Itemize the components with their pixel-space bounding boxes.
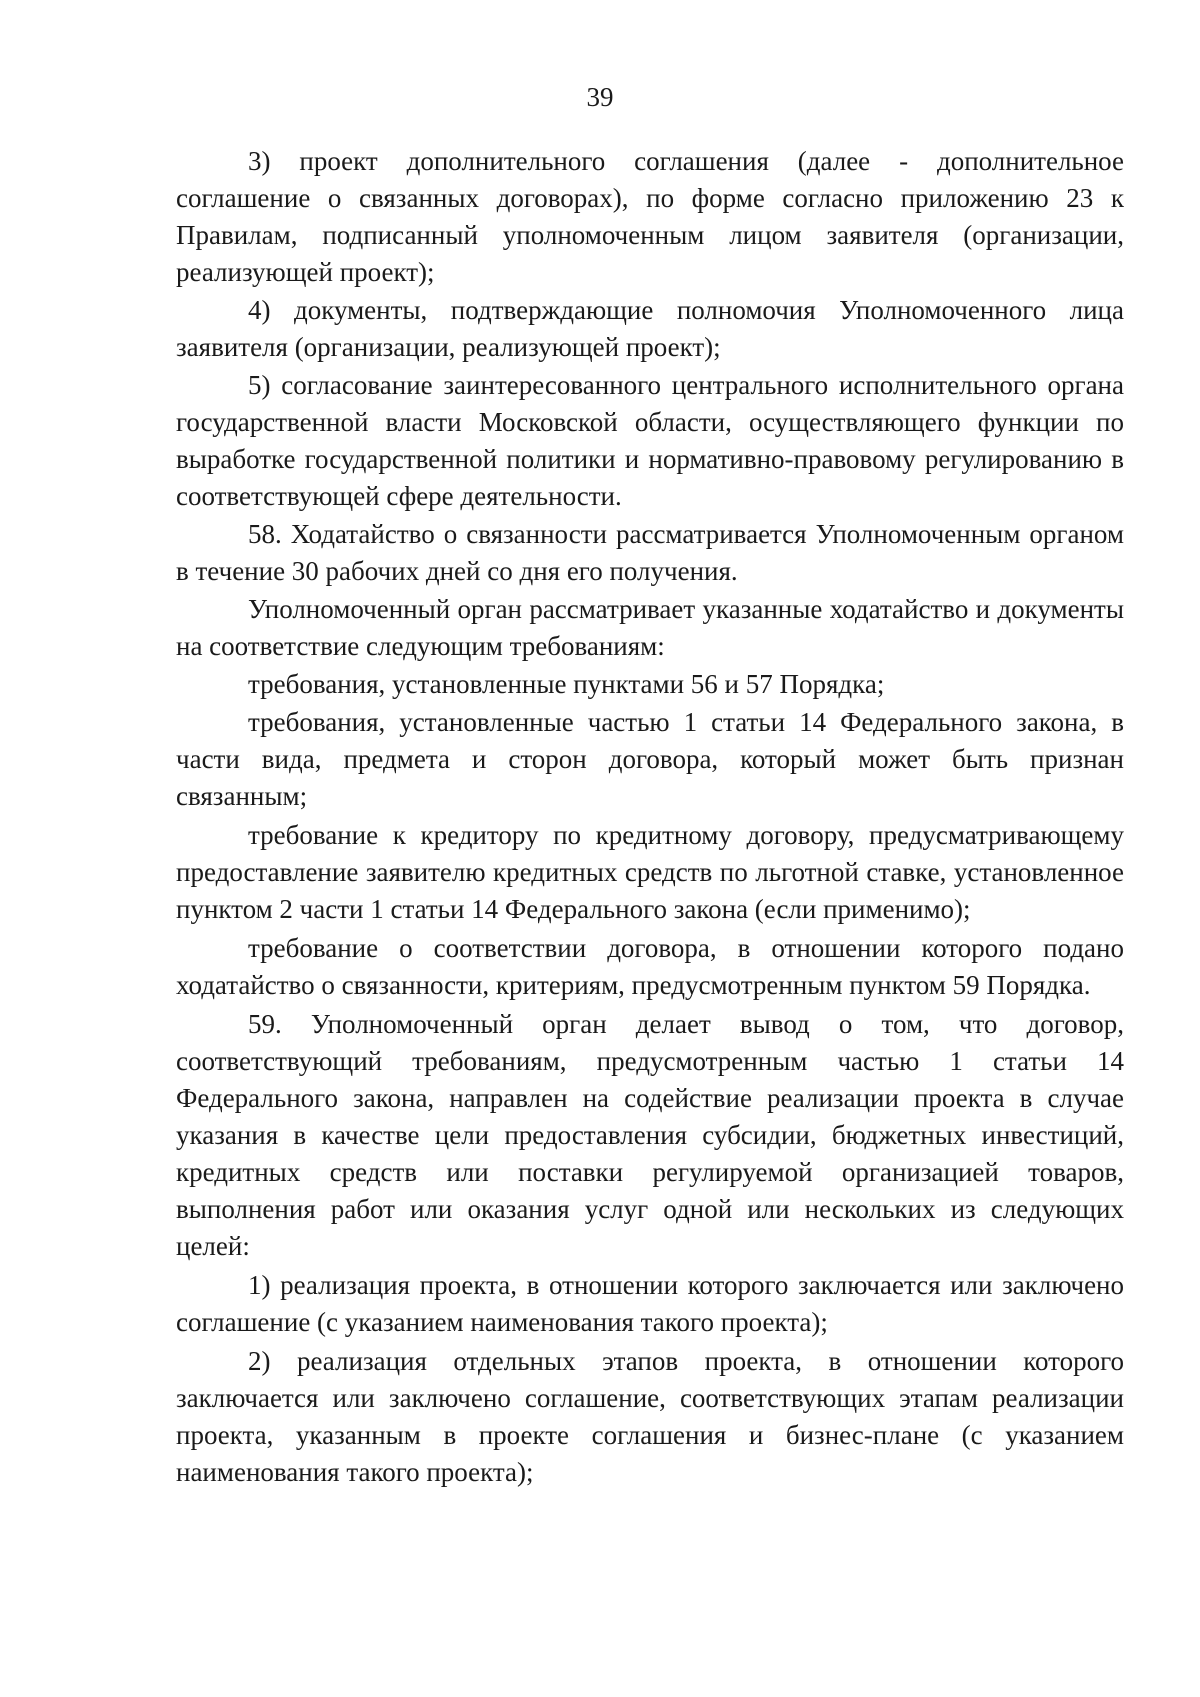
paragraph-item-5: 5) согласование заинтересованного центрального исполнительного органа государственной власти Московской области, осуществляющего функции по выработке государственной политики и нормативно-правовому регулированию в соответствующей сфере деятельности. bbox=[176, 370, 1124, 511]
paragraph-58: 58. Ходатайство о связанности рассматривается Уполномоченным органом в течение 30 рабочих дней со дня его получения. bbox=[176, 519, 1124, 586]
paragraph-item-3: 3) проект дополнительного соглашения (далее - дополнительное соглашение о связанных договорах), по форме согласно приложению 23 к Правилам, подписанный уполномоченным лицом заявителя (организации, реализующей проект); bbox=[176, 146, 1124, 287]
page-number: 39 bbox=[586, 82, 614, 112]
paragraph-item-4: 4) документы, подтверждающие полномочия Уполномоченного лица заявителя (организации, реализующей проект); bbox=[176, 295, 1124, 362]
paragraph-goal-2: 2) реализация отдельных этапов проекта, в отношении которого заключается или заключено соглашение, соответствующих этапам реализации проекта, указанным в проекте соглашения и бизнес-плане (с указанием наименования такого проекта); bbox=[176, 1346, 1124, 1487]
paragraph-requirement-2: требования, установленные частью 1 статьи 14 Федерального закона, в части вида, предмета и сторон договора, который может быть признан связанным; bbox=[176, 707, 1124, 811]
paragraph-requirement-1: требования, установленные пунктами 56 и 57 Порядка; bbox=[248, 669, 885, 699]
paragraph-requirement-3: требование к кредитору по кредитному договору, предусматривающему предоставление заявителю кредитных средств по льготной ставке, установленное пунктом 2 части 1 статьи 14 Федерального закона (если применимо); bbox=[176, 820, 1124, 924]
paragraph-goal-1: 1) реализация проекта, в отношении которого заключается или заключено соглашение (с указанием наименования такого проекта); bbox=[176, 1270, 1124, 1337]
paragraph-review-intro: Уполномоченный орган рассматривает указанные ходатайство и документы на соответствие следующим требованиям: bbox=[176, 594, 1124, 661]
document-body bbox=[176, 143, 1124, 1492]
paragraph-requirement-4: требование о соответствии договора, в отношении которого подано ходатайство о связанности, критериям, предусмотренным пунктом 59 Порядка. bbox=[176, 933, 1124, 1000]
paragraph-59: 59. Уполномоченный орган делает вывод о том, что договор, соответствующий требованиям, предусмотренным частью 1 статьи 14 Федерального закона, направлен на содействие реализации проекта в случае указания в качестве цели предоставления субсидии, бюджетных инвестиций, кредитных средств или поставки регулируемой организацией товаров, выполнения работ или оказания услуг одной или нескольких из следующих целей: bbox=[176, 1009, 1124, 1261]
